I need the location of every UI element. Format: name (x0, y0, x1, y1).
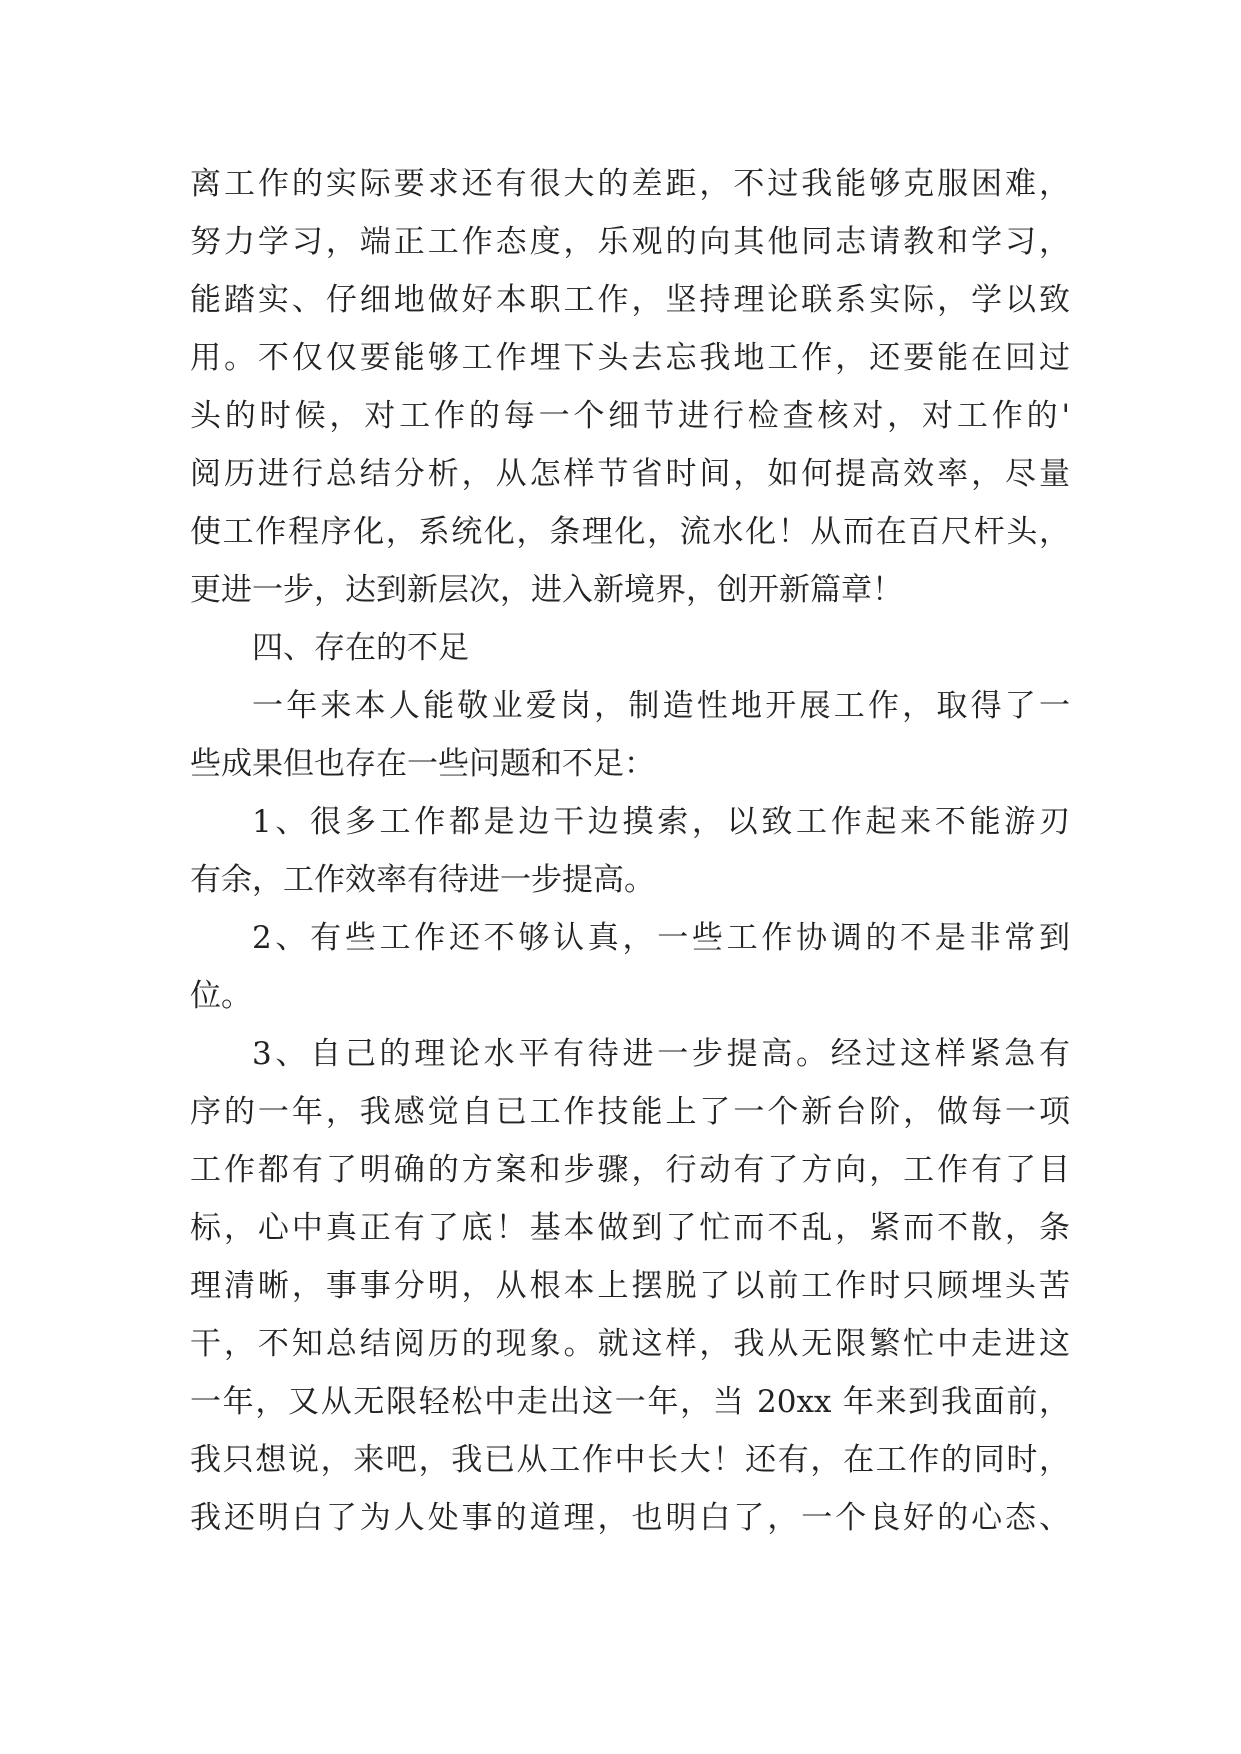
text-line: 干，不知总结阅历的现象。就这样，我从无限繁忙中走进这 (190, 1326, 1070, 1362)
text-line: 些成果但也存在一些问题和不足： (190, 746, 655, 782)
text-line: 1、很多工作都是边干边摸索，以致工作起来不能游刃 (252, 804, 1070, 840)
text-line: 努力学习，端正工作态度，乐观的向其他同志请教和学习， (190, 224, 1070, 260)
text-line: 一年来本人能敬业爱岗，制造性地开展工作，取得了一 (252, 688, 1070, 724)
text-line: 阅历进行总结分析，从怎样节省时间，如何提高效率，尽量 (190, 456, 1070, 492)
text-line: 有余，工作效率有待进一步提高。 (190, 862, 655, 898)
text-line: 标，心中真正有了底！基本做到了忙而不乱，紧而不散，条 (190, 1210, 1070, 1246)
text-line: 3、自己的理论水平有待进一步提高。经过这样紧急有 (252, 1036, 1070, 1072)
text-line: 位。 (190, 978, 252, 1014)
text-line: 头的时候，对工作的每一个细节进行检查核对，对工作的' (190, 398, 1070, 434)
text-line: 用。不仅仅要能够工作埋下头去忘我地工作，还要能在回过 (190, 340, 1070, 376)
text-line: 能踏实、仔细地做好本职工作，坚持理论联系实际，学以致 (190, 282, 1070, 318)
text-line: 离工作的实际要求还有很大的差距，不过我能够克服困难， (190, 166, 1070, 202)
text-line: 2、有些工作还不够认真，一些工作协调的不是非常到 (252, 920, 1070, 956)
text-line: 理清晰，事事分明，从根本上摆脱了以前工作时只顾埋头苦 (190, 1268, 1070, 1304)
text-line: 工作都有了明确的方案和步骤，行动有了方向，工作有了目 (190, 1152, 1070, 1188)
text-line: 我还明白了为人处事的道理，也明白了，一个良好的心态、 (190, 1500, 1070, 1536)
text-line: 一年，又从无限轻松中走出这一年，当 20xx 年来到我面前， (190, 1384, 1070, 1420)
text-line: 使工作程序化，系统化，条理化，流水化！从而在百尺杆头， (190, 514, 1070, 550)
text-line: 序的一年，我感觉自已工作技能上了一个新台阶，做每一项 (190, 1094, 1070, 1130)
document-body (190, 155, 1070, 1547)
text-line: 四、存在的不足 (252, 630, 469, 666)
text-line: 我只想说，来吧，我已从工作中长大！还有，在工作的同时， (190, 1442, 1070, 1478)
text-line: 更进一步，达到新层次，进入新境界，创开新篇章！ (190, 572, 903, 608)
